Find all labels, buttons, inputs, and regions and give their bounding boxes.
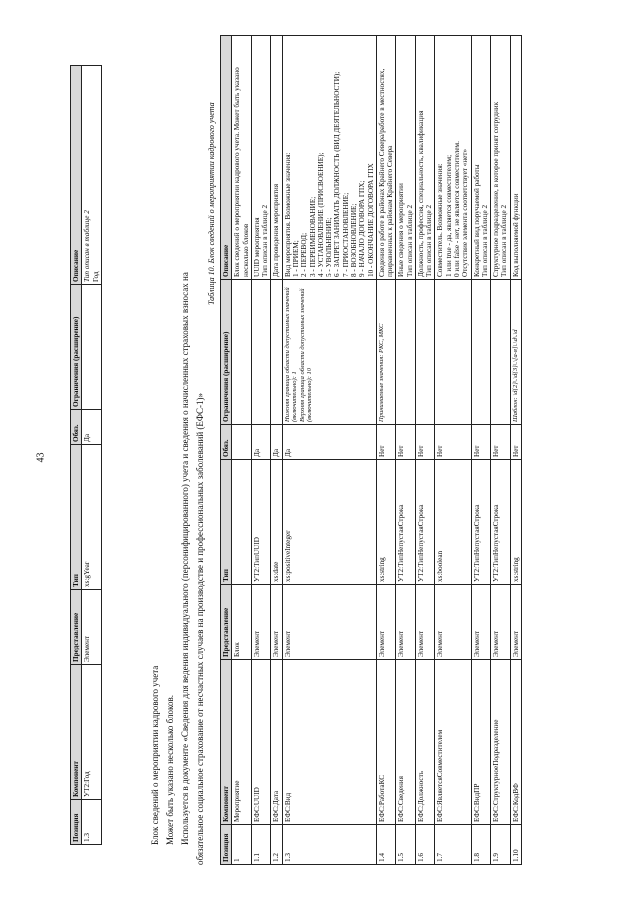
cell: xs:boolean (435, 460, 471, 585)
cell: 1.10 (510, 825, 521, 865)
col-representation: Представление (71, 590, 82, 665)
cell: Совместитель. Возможные значения: 1 или true - да, является совместителем; 0 или false - нет, не является совместителем. Отсутствие элемента соответствует «нет» (435, 36, 471, 280)
cell: xs:positiveInteger (282, 460, 376, 585)
cell: УТ2:ТипНепустаяСтрока (471, 460, 491, 585)
block-note: Может быть указано несколько блоков. (165, 695, 175, 845)
cell: 1.3 (82, 800, 102, 845)
cell: Нет (435, 425, 471, 460)
cell: ЕФС:Должность (415, 660, 435, 825)
col-required: Обяз. (221, 425, 232, 460)
cell: Элемент (415, 585, 435, 660)
col-description: Описание (71, 66, 82, 285)
table-caption: Таблица 10. Блок сведений о мероприятии кадрового учета (207, 102, 216, 305)
col-component: Компонент (221, 660, 232, 825)
cell: xs:string (510, 460, 521, 585)
cell: ЕФС:КодВФ (510, 660, 521, 825)
cell (232, 460, 252, 585)
cell: 1.5 (396, 825, 416, 865)
cell: Иные сведения о мероприятии Тип описан в таблице 2 (396, 36, 416, 280)
table-row (282, 36, 376, 865)
cell: Код выполняемой функции (510, 36, 521, 280)
cell: Элемент (251, 585, 271, 660)
block-title: Блок сведений о мероприятии кадрового учета (150, 665, 160, 845)
table-row (396, 36, 416, 865)
cell: 1.8 (471, 825, 491, 865)
cell: УТ2:ТипНепустаяСтрока (396, 460, 416, 585)
cell: Нет (396, 425, 416, 460)
cell: 1.2 (271, 825, 282, 865)
type-note: Тип описан в таблице 2 (83, 210, 92, 282)
table-row (82, 66, 102, 845)
cell: ЕФС:Вид (282, 660, 376, 825)
cell: Элемент (376, 585, 396, 660)
cell: xs:string (376, 460, 396, 585)
cell: 1.6 (415, 825, 435, 865)
col-description: Описание (221, 36, 232, 280)
col-restrictions: Ограничения (расширение) (221, 280, 232, 425)
table-row (251, 36, 271, 865)
usage-text: Используется в документе «Сведения для ведения индивидуального (персонифицированного) учета и сведения о начисленных страховых взносах на (180, 272, 190, 845)
cell: Элемент (282, 585, 376, 660)
cell: Элемент (396, 585, 416, 660)
table-row (435, 36, 471, 865)
cell: 1.4 (376, 825, 396, 865)
col-position: Позиция (221, 825, 232, 865)
cell: Конкретный вид поручаемой работы Тип описан в таблице 2 (471, 36, 491, 280)
col-restrictions: Ограничения (расширение) (71, 285, 82, 410)
cell: Элемент (82, 590, 102, 665)
cell: УТ2:ТипНепустаяСтрока (491, 460, 511, 585)
cell: 1 (232, 825, 252, 865)
cell: 1.1 (251, 825, 271, 865)
cell-value: Год (91, 271, 100, 282)
cell: Да (82, 410, 102, 445)
cell: УТ2:Год (82, 665, 102, 800)
cell: Да (251, 425, 271, 460)
cell: Нижняя граница области допустимых значений (включительно): 1 Верхняя граница области допустимых значений (включительно): 10 (282, 280, 376, 425)
col-type: Тип (221, 460, 232, 585)
cell (232, 280, 252, 425)
cell: Должность, профессия, специальность, квалификация Тип описан в таблице 2 (415, 36, 435, 280)
usage-text-cont: обязательное социальное страхование от несчастных случаев на производстве и профессиональных заболеваний (ЕФС-1)» (195, 392, 205, 865)
cell (251, 280, 271, 425)
cell: Да (282, 425, 376, 460)
cell: 1.3 (282, 825, 376, 865)
table-row (471, 36, 491, 865)
cell (396, 280, 416, 425)
table-row (232, 36, 252, 865)
cell: Нет (510, 425, 521, 460)
main-table-body (232, 36, 522, 865)
cell: Да (271, 425, 282, 460)
col-required: Обяз. (71, 410, 82, 445)
cell: 1.9 (491, 825, 511, 865)
table-row (271, 36, 282, 865)
cell: Нет (491, 425, 511, 460)
cell: 1.7 (435, 825, 471, 865)
cell (435, 280, 471, 425)
page-number: 43 (35, 452, 47, 463)
cell (471, 280, 491, 425)
cell: ЕФС:ВидПР (471, 660, 491, 825)
table-row (510, 36, 521, 865)
cell (271, 280, 282, 425)
main-table (220, 35, 522, 865)
cell: Вид мероприятия. Возможные значения: 1 - ПРИЕМ; 2 - ПЕРЕВОД; 3 - ПЕРЕИМЕНОВАНИЕ; 4 - УСТАНОВЛЕНИЕ (ПРИСВОЕНИЕ); 5 - УВОЛЬНЕНИЕ; 6 - ЗАПРЕТ ЗАНИМАТЬ ДОЛЖНОСТЬ (ВИД ДЕЯТЕЛЬНОСТИ); 7 - ПРИОСТАНОВЛЕНИЕ; 8 - ВОЗОБНОВЛЕНИЕ; 9 - НАЧАЛО ДОГОВОРА ГПХ; 10 - ОКОНЧАНИЕ ДОГОВОРА ГПХ (282, 36, 376, 280)
cell: xs:gYear (82, 445, 102, 590)
cell: ЕФС:UUID (251, 660, 271, 825)
cell: xs:date (271, 460, 282, 585)
cell: Сведения о работе в районах Крайнего Севера/работе в местностях, приравненных к районам Крайнего Севера (376, 36, 396, 280)
cell (491, 280, 511, 425)
cell: Шаблон: \d{2}\.\d{3}\.\[а-я]\.\d\.\d (510, 280, 521, 425)
cell: Блок сведений о мероприятии кадрового учета. Может быть указано несколько блоков (232, 36, 252, 280)
cell: УТ2:ТипUUID (251, 460, 271, 585)
cell: ЕФС:РаботаКС (376, 660, 396, 825)
cell (232, 425, 252, 460)
cell: Дата проведения мероприятия (271, 36, 282, 280)
cell: Нет (376, 425, 396, 460)
table-row (376, 36, 396, 865)
cell: Элемент (491, 585, 511, 660)
table-row (491, 36, 511, 865)
cell: Элемент (510, 585, 521, 660)
cell: Элемент (471, 585, 491, 660)
cell (415, 280, 435, 425)
col-type: Тип (71, 445, 82, 590)
cell: УТ2:ТипНепустаяСтрока (415, 460, 435, 585)
cell: Элемент (435, 585, 471, 660)
table-header-row (221, 36, 232, 865)
table-header-row (71, 66, 82, 845)
col-position: Позиция (71, 800, 82, 845)
header-table (70, 65, 102, 845)
cell (82, 285, 102, 410)
cell: Нет (471, 425, 491, 460)
table-row (415, 36, 435, 865)
cell: Блок (232, 585, 252, 660)
col-component: Компонент (71, 665, 82, 800)
cell: UUID мероприятия Тип описан в таблице 2 (251, 36, 271, 280)
cell: Элемент (271, 585, 282, 660)
col-representation: Представление (221, 585, 232, 660)
cell: ЕФС:Сведения (396, 660, 416, 825)
cell: ЕФС:Дата (271, 660, 282, 825)
cell: Нет (415, 425, 435, 460)
cell: Принимаемые значения: РКС, МКС (376, 280, 396, 425)
cell: ЕФС:СтруктурноеПодразделение (491, 660, 511, 825)
cell (82, 66, 102, 285)
cell: Мероприятие (232, 660, 252, 825)
cell: ЕФС:ЯвляетсяСовместителем (435, 660, 471, 825)
cell: Структурное подразделение, в которое принят сотрудник Тип описан в таблице 2 (491, 36, 511, 280)
